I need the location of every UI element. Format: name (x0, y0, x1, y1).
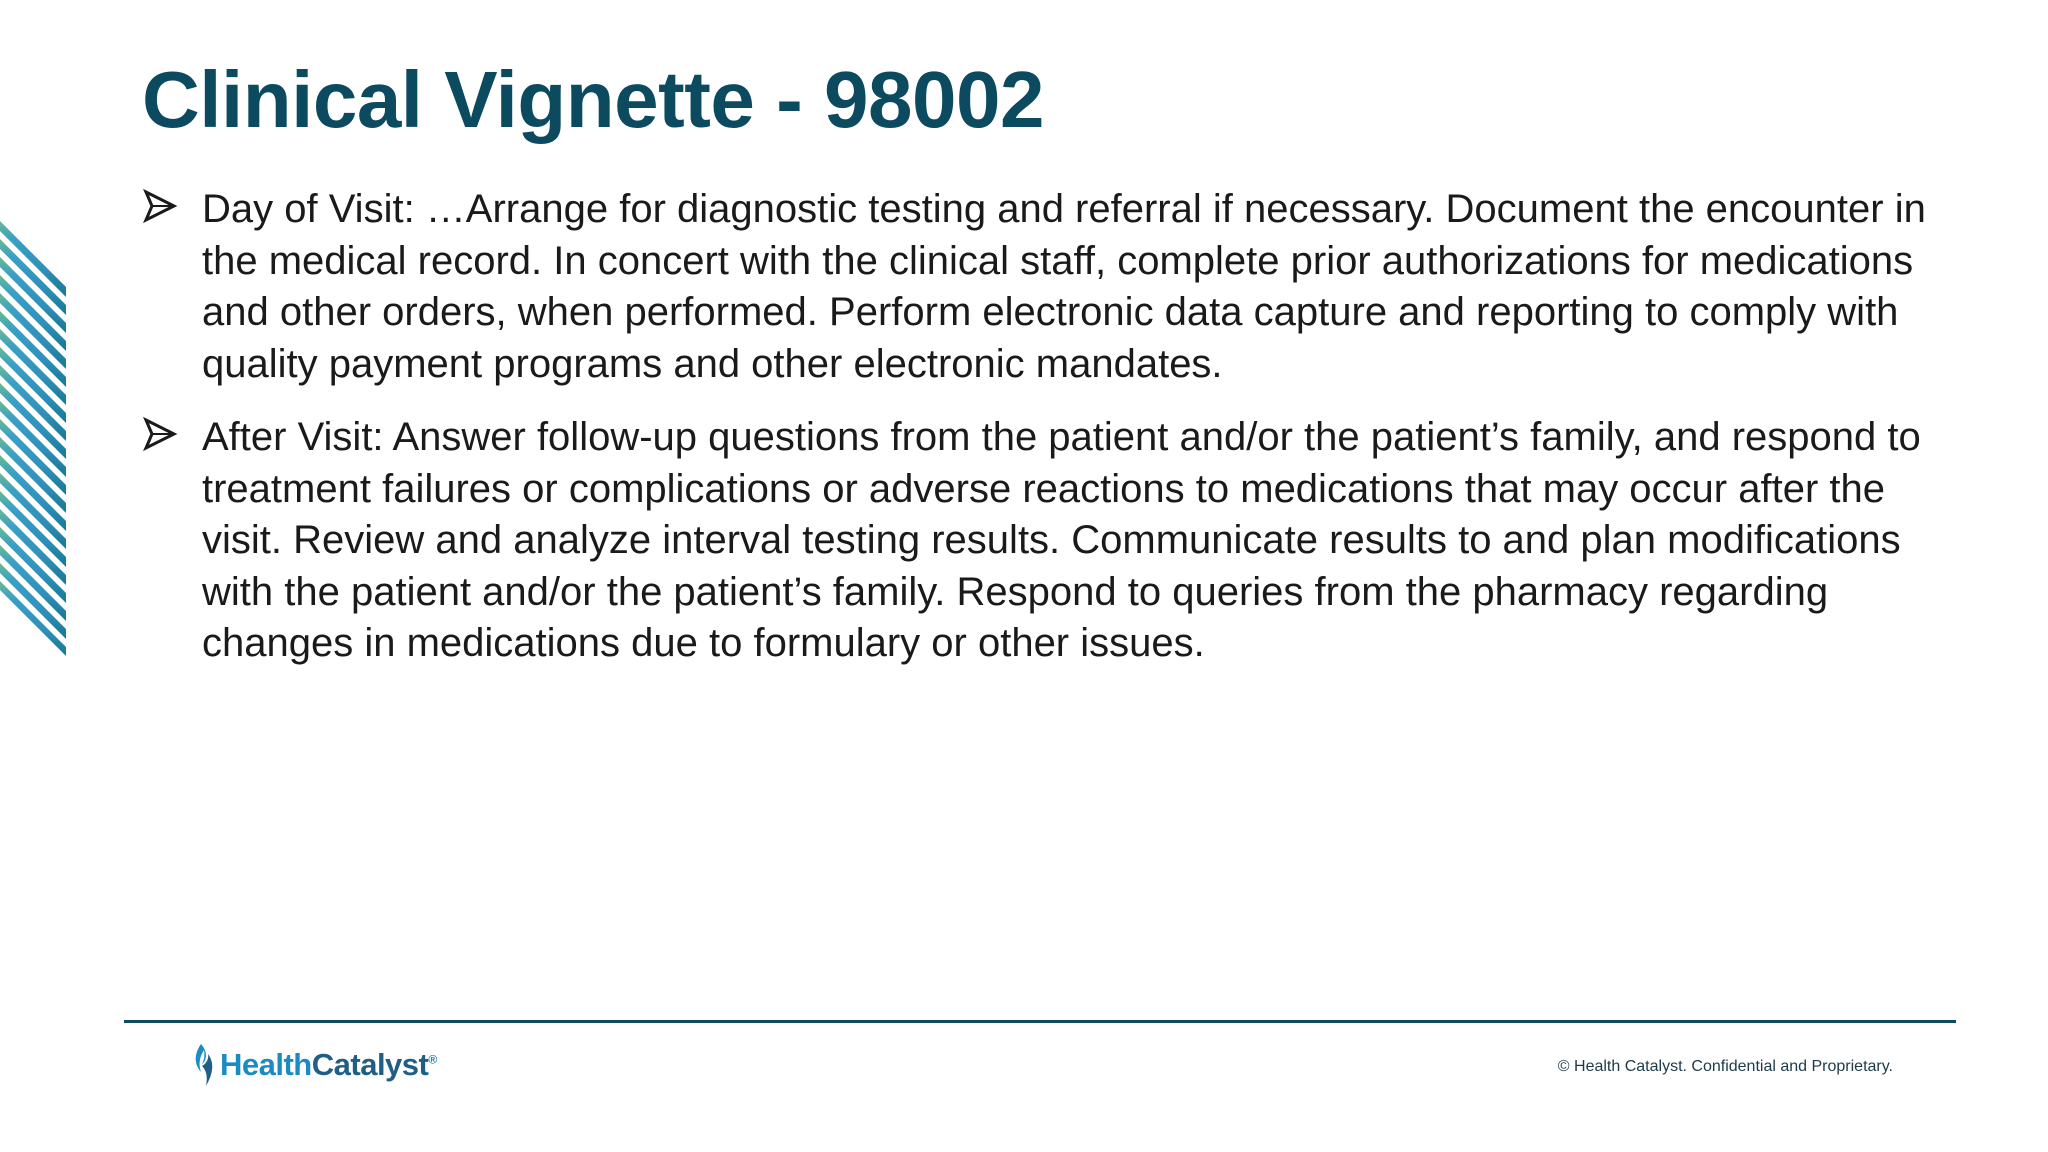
arrow-bullet-icon (142, 416, 178, 452)
bullet-item-day-of-visit (142, 184, 1942, 390)
footer-divider (124, 1020, 1956, 1023)
bullet-text: After Visit: Answer follow-up questions from the patient and/or the patient’s family, and respond to treatment failures or complications or adverse reactions to medications that may occur after the visit. Review and analyze interval testing results. Communicate results to and plan modifications with the patient and/or the patient’s family. Respond to queries from the pharmacy regarding changes in medications due to formulary or other issues. (202, 415, 1921, 665)
health-catalyst-flame-icon (192, 1042, 216, 1088)
bullet-item-after-visit (142, 412, 1942, 670)
arrow-bullet-icon (142, 188, 178, 224)
bullet-text: Day of Visit: …Arrange for diagnostic testing and referral if necessary. Document the encounter in the medical record. In concert with the clinical staff, complete prior authorizations for medications and other orders, when performed. Perform electronic data capture and reporting to comply with quality payment programs and other electronic mandates. (202, 187, 1926, 386)
bullet-list (142, 184, 1942, 692)
logo-word-catalyst: Catalyst (311, 1047, 429, 1082)
logo-wordmark (220, 1047, 437, 1083)
copyright-notice: © Health Catalyst. Confidential and Proprietary. (1557, 1058, 1893, 1075)
decorative-stripes (0, 216, 70, 656)
logo-trademark: ® (428, 1052, 437, 1067)
health-catalyst-logo (192, 1040, 437, 1090)
slide-title: Clinical Vignette - 98002 (142, 55, 1044, 144)
logo-word-health: Health (220, 1047, 312, 1082)
